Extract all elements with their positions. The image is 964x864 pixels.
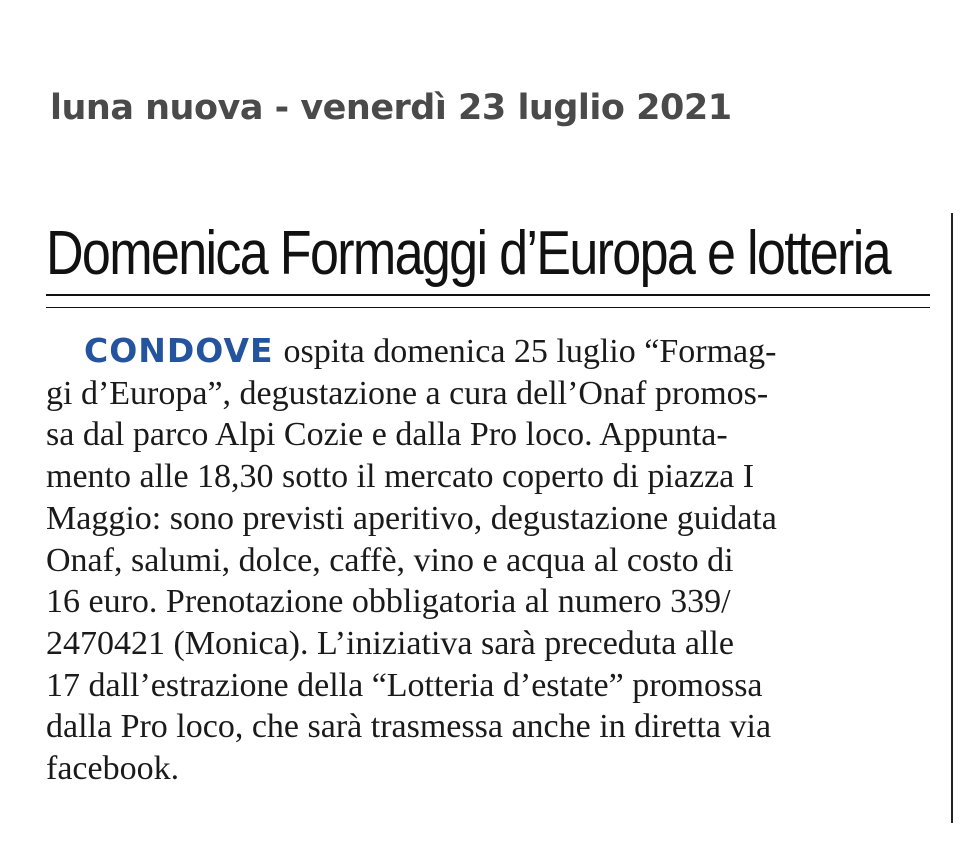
body-line: dalla Pro loco, che sarà trasmessa anche in diretta via: [46, 708, 772, 746]
column-divider: [951, 213, 953, 823]
body-line: mento alle 18,30 sotto il mercato coperto di piazza I: [46, 458, 755, 496]
body-line: Onaf, salumi, dolce, caffè, vino e acqua al costo di: [46, 541, 734, 579]
article-body: [46, 330, 936, 790]
headline-rule-top: [46, 294, 930, 296]
body-line: 2470421 (Monica). L’iniziativa sarà preceduta alle: [46, 624, 734, 662]
body-line: Maggio: sono previsti aperitivo, degustazione guidata: [46, 499, 777, 537]
body-line-text: ospita domenica 25 luglio “Formag-: [283, 333, 777, 370]
body-line: sa dal parco Alpi Cozie e dalla Pro loco. Appunta-: [46, 416, 728, 454]
article-headline: Domenica Formaggi d’Europa e lotteria: [46, 219, 890, 288]
body-line: 17 dall’estrazione della “Lotteria d’estate” promossa: [46, 666, 763, 704]
body-line: gi d’Europa”, degustazione a cura dell’Onaf promos-: [46, 374, 769, 412]
body-line: 16 euro. Prenotazione obbligatoria al numero 339/: [46, 583, 731, 621]
body-line: facebook.: [46, 750, 180, 788]
headline-rule-bottom: [46, 307, 930, 308]
masthead-date: luna nuova - venerdì 23 luglio 2021: [50, 88, 732, 128]
dateline-kicker: CONDOVE: [84, 331, 274, 370]
body-line: [46, 330, 936, 373]
